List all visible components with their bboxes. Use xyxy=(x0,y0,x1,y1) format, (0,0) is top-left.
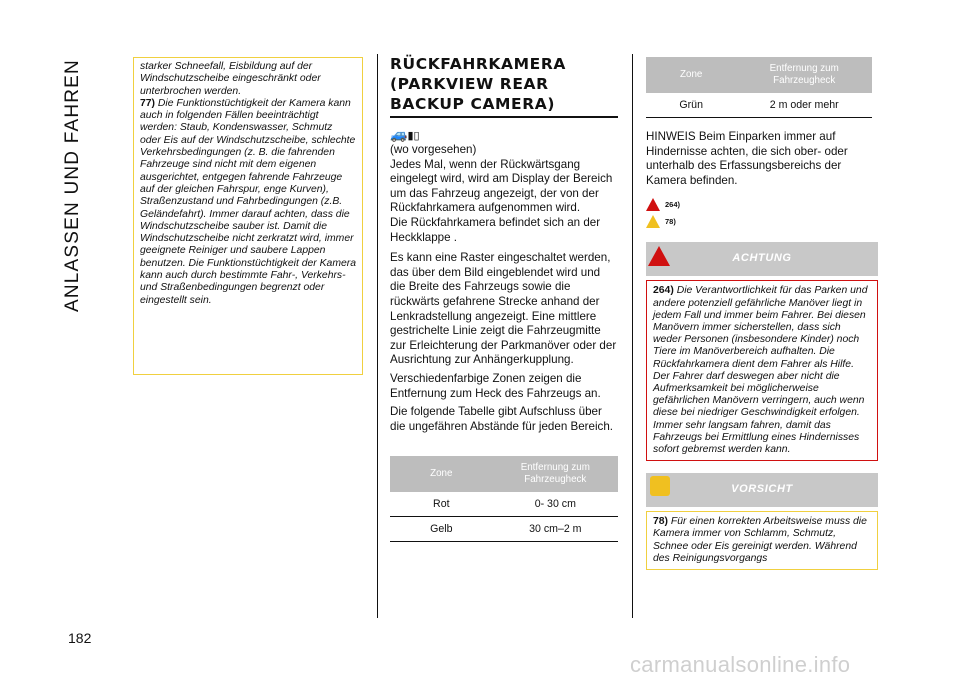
table-header-zone: Zone xyxy=(390,456,493,492)
zone-cell: Rot xyxy=(390,492,493,517)
section-title: RÜCKFAHRKAMERA (PARKVIEW REAR BACKUP CAMERA) xyxy=(390,55,566,113)
table-row xyxy=(390,517,618,542)
paragraph: Es kann eine Raster eingeschaltet werden, das über dem Bild eingeblendet wird und die Breite des Fahrzeugs sowie die rückwärts gefahrene Strecke anhand der Lenkradstellung angezeigt. Eine mittlere gestrichelte Linie zeigt die Fahrzeugmitte zur Erleichterung der Parkmanöver oder der Ausrichtung zur Anhängerkupplung. xyxy=(390,251,617,367)
note-continuation: starker Schneefall, Eisbildung auf der Windschutzscheibe eingeschränkt oder unterbrochen werden. xyxy=(140,61,321,97)
section-column xyxy=(390,54,618,542)
section-body xyxy=(390,143,618,434)
title-rule xyxy=(390,116,618,118)
page-number: 182 xyxy=(68,630,92,646)
hint-paragraph: HINWEIS Beim Einparken immer auf Hindernisse achten, die sich ober- oder unterhalb des Erfassungsbereichs der Kamera befinden. xyxy=(646,130,848,187)
table-header-zone: Zone xyxy=(646,57,736,93)
side-section-title: ANLASSEN UND FAHREN xyxy=(62,59,83,312)
zone-table-continued xyxy=(646,57,872,118)
table-row xyxy=(646,93,872,118)
zone-cell: Grün xyxy=(646,93,736,118)
distance-cell: 0- 30 cm xyxy=(493,492,618,517)
caution-car-icon xyxy=(646,215,660,228)
paragraph: Die folgende Tabelle gibt Aufschluss über die ungefähren Abstände für jeden Bereich. xyxy=(390,405,614,433)
table-row xyxy=(390,492,618,517)
caution-ref-number: 78) xyxy=(665,217,676,227)
warning-number: 264) xyxy=(653,285,674,297)
zone-table xyxy=(390,456,618,542)
right-column xyxy=(646,57,878,570)
distance-cell: 2 m oder mehr xyxy=(736,93,872,118)
distance-cell: 30 cm–2 m xyxy=(493,517,618,542)
availability-note: (wo vorgesehen) xyxy=(390,143,477,156)
table-header-distance: Entfernung zum Fahrzeugheck xyxy=(493,456,618,492)
caution-text: Für einen korrekten Arbeitsweise muss die Kamera immer von Schlamm, Schmutz, Schnee oder Eis gereinigt werden. Während des Reinigungsvorgangs xyxy=(653,516,867,564)
column-divider xyxy=(632,54,633,618)
caution-reference xyxy=(646,215,878,228)
paragraph: Verschiedenfarbige Zonen zeigen die Entfernung zum Heck des Fahrzeugs an. xyxy=(390,371,601,400)
warning-label: ACHTUNG xyxy=(732,252,792,265)
caution-number: 78) xyxy=(653,516,669,528)
continued-note-box xyxy=(133,57,363,375)
note-number: 77) xyxy=(140,97,156,109)
warning-reference xyxy=(646,198,878,211)
note-text: Die Funktionstüchtigkeit der Kamera kann auch in folgenden Fällen beeinträchtigt werden: Staub, Kondenswasser, Schmutz oder Eis auf der Windschutzscheibe, schlechte Verkehrsbedingungen (z. B. die fahrenden Fahrzeuge sind nicht mit dem eigenen ausgerichtet, entgegen fahrende Fahrzeuge auf der gleichen Fahrspur, enge Kurven), Straßenzustand und Fahrbedingungen (z.B. Geländefahrt). Immer darauf achten, dass die Windschutzscheibe sauber ist. Damit die Windschutzscheibe nicht zerkratzt wird, immer geeignete Reiniger und saubere Lappen benutzen. Die Funktionstüchtigkeit der Kamera kann auch durch bestimmte Fahr-, Verkehrs- und Straßenbedingungen begrenzt oder eingestellt sein. xyxy=(140,97,357,306)
paragraph: Jedes Mal, wenn der Rückwärtsgang eingelegt wird, wird am Display der Bereich um das Fahrzeug angezeigt, der von der Rückfahrkamera aufgenommen wird. xyxy=(390,157,613,215)
warning-header xyxy=(646,242,878,276)
warning-text: Die Verantwortlichkeit für das Parken und andere potenziell gefährliche Manöver liegt in jedem Fall und immer beim Fahrer. Bei diesen Manövern immer sicherstellen, dass sich weder Personen (insbesondere Kinder) noch Tiere im Manöverbereich aufhalten. Die Rückfahrkamera dient dem Fahrer als Hilfe. Der Fahrer darf deswegen aber nicht die Aufmerksamkeit bei möglicherweise gefährlichen Manövern verringern, auch wenn diese bei niedriger Geschwindigkeit erfolgen. Immer sehr langsam fahren, damit das Fahrzeugs bei Ermittlung eines Hindernisses sofort gebremst werden kann. xyxy=(653,285,868,456)
warning-box xyxy=(646,280,878,461)
table-header-distance: Entfernung zum Fahrzeugheck xyxy=(736,57,872,93)
column-divider xyxy=(377,54,378,618)
caution-label: VORSICHT xyxy=(731,483,793,496)
caution-header xyxy=(646,473,878,507)
paragraph: Die Rückfahrkamera befindet sich an der Heckklappe . xyxy=(390,215,601,244)
warning-ref-number: 264) xyxy=(665,200,681,210)
watermark: carmanualsonline.info xyxy=(630,652,851,677)
camera-car-icon: 🚙▮▯ xyxy=(390,126,420,142)
warning-triangle-icon xyxy=(646,198,660,211)
zone-cell: Gelb xyxy=(390,517,493,542)
caution-box xyxy=(646,511,878,570)
